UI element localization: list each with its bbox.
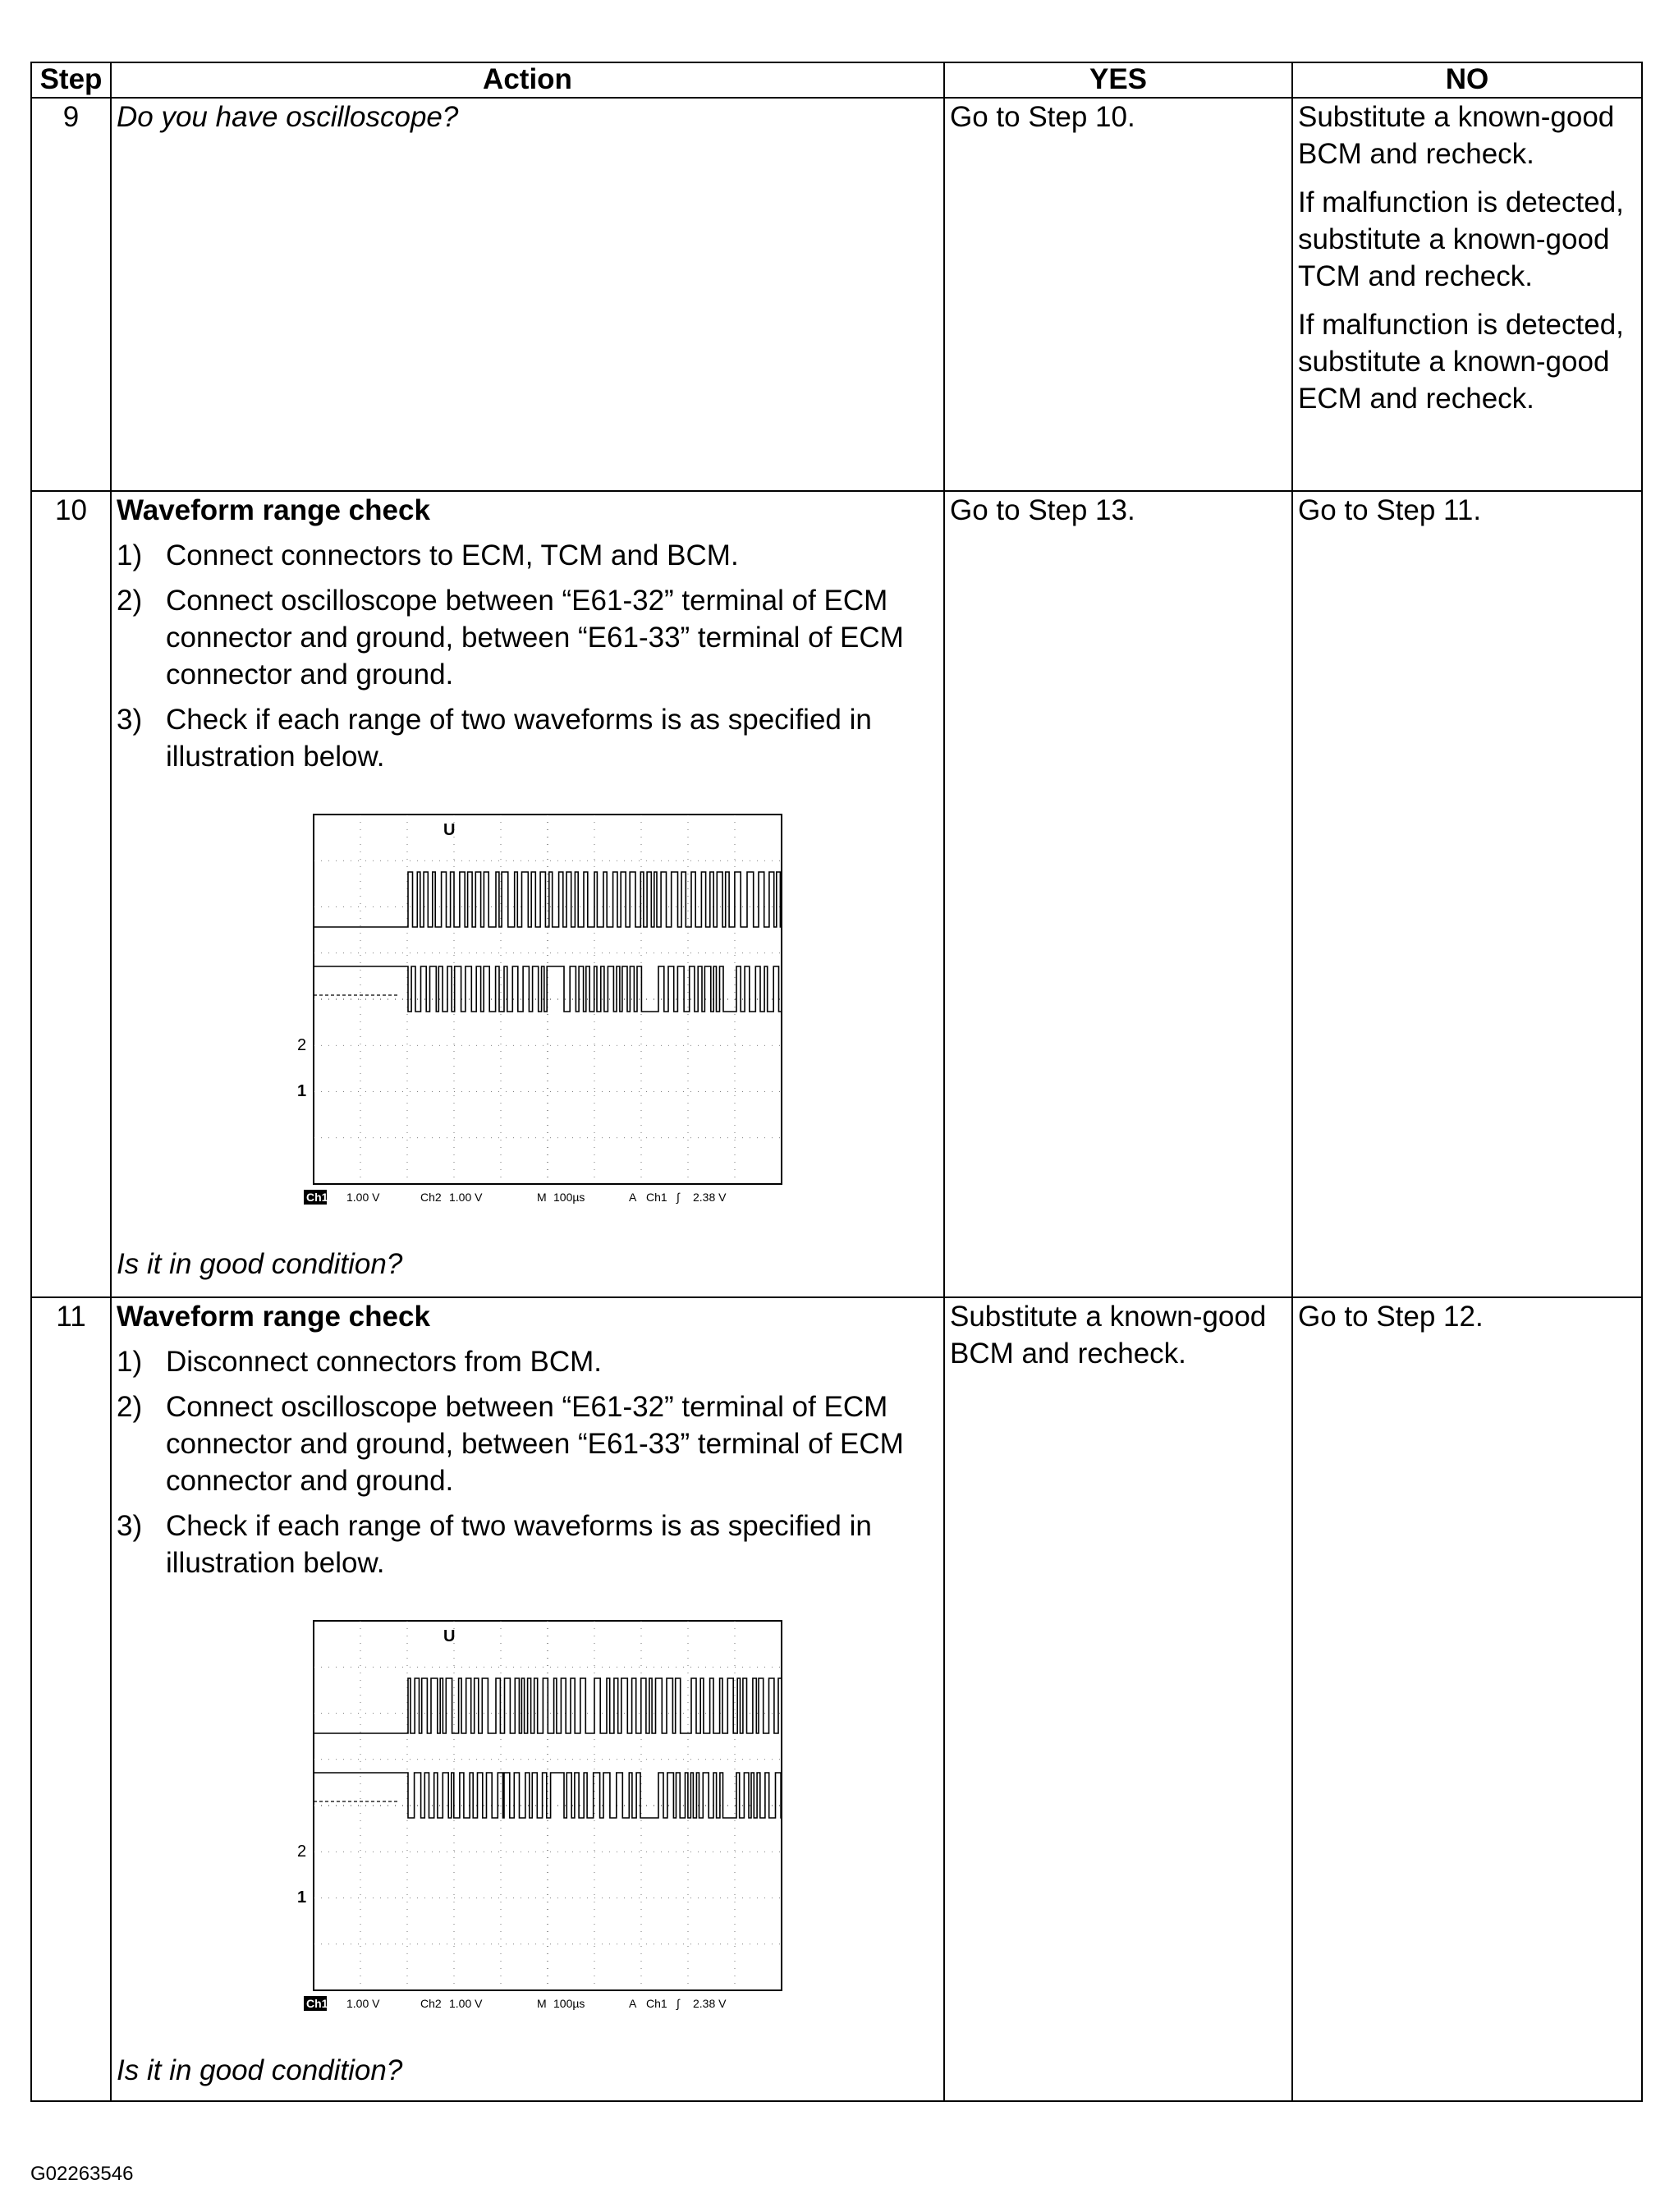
no-cell: Go to Step 11.: [1292, 491, 1642, 1297]
trigger-marker: U: [443, 1627, 456, 1645]
instruction-number: 2): [117, 585, 143, 617]
timebase-label: M: [537, 1191, 547, 1204]
timebase-label: M: [537, 1997, 547, 2010]
channel-2-ground-marker: 2: [297, 1036, 307, 1054]
header-step: Step: [31, 62, 111, 98]
step-question: Is it in good condition?: [117, 1248, 403, 1280]
table-row-step-10: [31, 491, 1642, 1297]
channel-1-ground-marker: 1: [297, 1888, 307, 1907]
channel-2-ground-marker: 2: [297, 1843, 307, 1861]
instruction-item: [117, 1343, 938, 1380]
trigger-level: 2.38 V: [693, 1191, 727, 1204]
instruction-number: 3): [117, 1510, 143, 1542]
ch1-label: Ch1: [306, 1191, 328, 1204]
instruction-text: Disconnect connectors from BCM.: [166, 1346, 603, 1378]
trigger-slope: ∫: [676, 1191, 680, 1204]
scope-readout: [304, 1190, 727, 1205]
action-cell: [111, 98, 944, 491]
step-number: 10: [31, 491, 111, 1297]
instruction-text: Connect connectors to ECM, TCM and BCM.: [166, 539, 739, 571]
scope-waveforms: [314, 1678, 782, 1818]
ch2-scale: 1.00 V: [449, 1997, 483, 2010]
instruction-number: 1): [117, 1346, 143, 1378]
diagnostic-table: [30, 62, 1643, 2102]
trigger-slope: ∫: [676, 1997, 680, 2010]
instruction-item: [117, 1508, 938, 1581]
action-cell: [111, 491, 944, 1297]
ch1-scale: 1.00 V: [346, 1997, 380, 2010]
instruction-item: [117, 537, 938, 574]
instruction-list: [117, 1343, 938, 1581]
ch2-scale: 1.00 V: [449, 1191, 483, 1204]
instruction-item: [117, 1388, 938, 1499]
no-cell: [1292, 98, 1642, 491]
step-title: Waveform range check: [117, 494, 430, 526]
trigger-source: Ch1: [646, 1191, 667, 1204]
step-question: Is it in good condition?: [117, 2054, 403, 2086]
table-row-step-11: [31, 1297, 1642, 2101]
trigger-level: 2.38 V: [693, 1997, 727, 2010]
no-instruction: If malfunction is detected, substitute a known-good TCM and recheck.: [1298, 186, 1624, 292]
oscilloscope-waveform-illustration: [297, 810, 888, 1213]
instruction-number: 2): [117, 1391, 143, 1423]
scope-waveforms: [314, 872, 782, 1012]
header-action: Action: [111, 62, 944, 98]
trigger-source: Ch1: [646, 1997, 667, 2010]
header-yes: YES: [944, 62, 1292, 98]
no-instruction: If malfunction is detected, substitute a known-good ECM and recheck.: [1298, 309, 1624, 415]
yes-cell: Go to Step 13.: [944, 491, 1292, 1297]
instruction-number: 3): [117, 704, 143, 736]
ch1-label: Ch1: [306, 1997, 328, 2010]
timebase-value: 100µs: [553, 1191, 585, 1204]
instruction-item: [117, 582, 938, 693]
figure-code: G02263546: [30, 2163, 134, 2185]
header-no: NO: [1292, 62, 1642, 98]
no-cell: Go to Step 12.: [1292, 1297, 1642, 2101]
trigger-label: A: [629, 1997, 637, 2010]
instruction-item: [117, 701, 938, 775]
action-cell: [111, 1297, 944, 2101]
oscilloscope-waveform-illustration: [297, 1617, 888, 2019]
step-question: Do you have oscilloscope?: [117, 101, 459, 133]
yes-cell: Substitute a known-good BCM and recheck.: [944, 1297, 1292, 2101]
table-header-row: [31, 62, 1642, 98]
step-title: Waveform range check: [117, 1301, 430, 1333]
step-number: 11: [31, 1297, 111, 2101]
instruction-list: [117, 537, 938, 775]
ch2-label: Ch2: [420, 1997, 442, 2010]
instruction-text: Connect oscilloscope between “E61-32” terminal of ECM connector and ground, between “E61-33” terminal of ECM connector and ground.: [166, 1391, 904, 1497]
instruction-text: Connect oscilloscope between “E61-32” terminal of ECM connector and ground, between “E61-33” terminal of ECM connector and ground.: [166, 585, 904, 691]
trigger-marker: U: [443, 821, 456, 839]
ch2-label: Ch2: [420, 1191, 442, 1204]
channel-1-ground-marker: 1: [297, 1082, 307, 1100]
table-row-step-9: [31, 98, 1642, 491]
step-number: 9: [31, 98, 111, 491]
yes-cell: Go to Step 10.: [944, 98, 1292, 491]
no-instruction: Substitute a known-good BCM and recheck.: [1298, 101, 1615, 170]
ch1-scale: 1.00 V: [346, 1191, 380, 1204]
scope-readout: [304, 1996, 727, 2011]
timebase-value: 100µs: [553, 1997, 585, 2010]
trigger-label: A: [629, 1191, 637, 1204]
instruction-text: Check if each range of two waveforms is as specified in illustration below.: [166, 704, 872, 773]
scope-grid: [314, 1621, 782, 1990]
instruction-number: 1): [117, 539, 143, 571]
instruction-text: Check if each range of two waveforms is as specified in illustration below.: [166, 1510, 872, 1579]
